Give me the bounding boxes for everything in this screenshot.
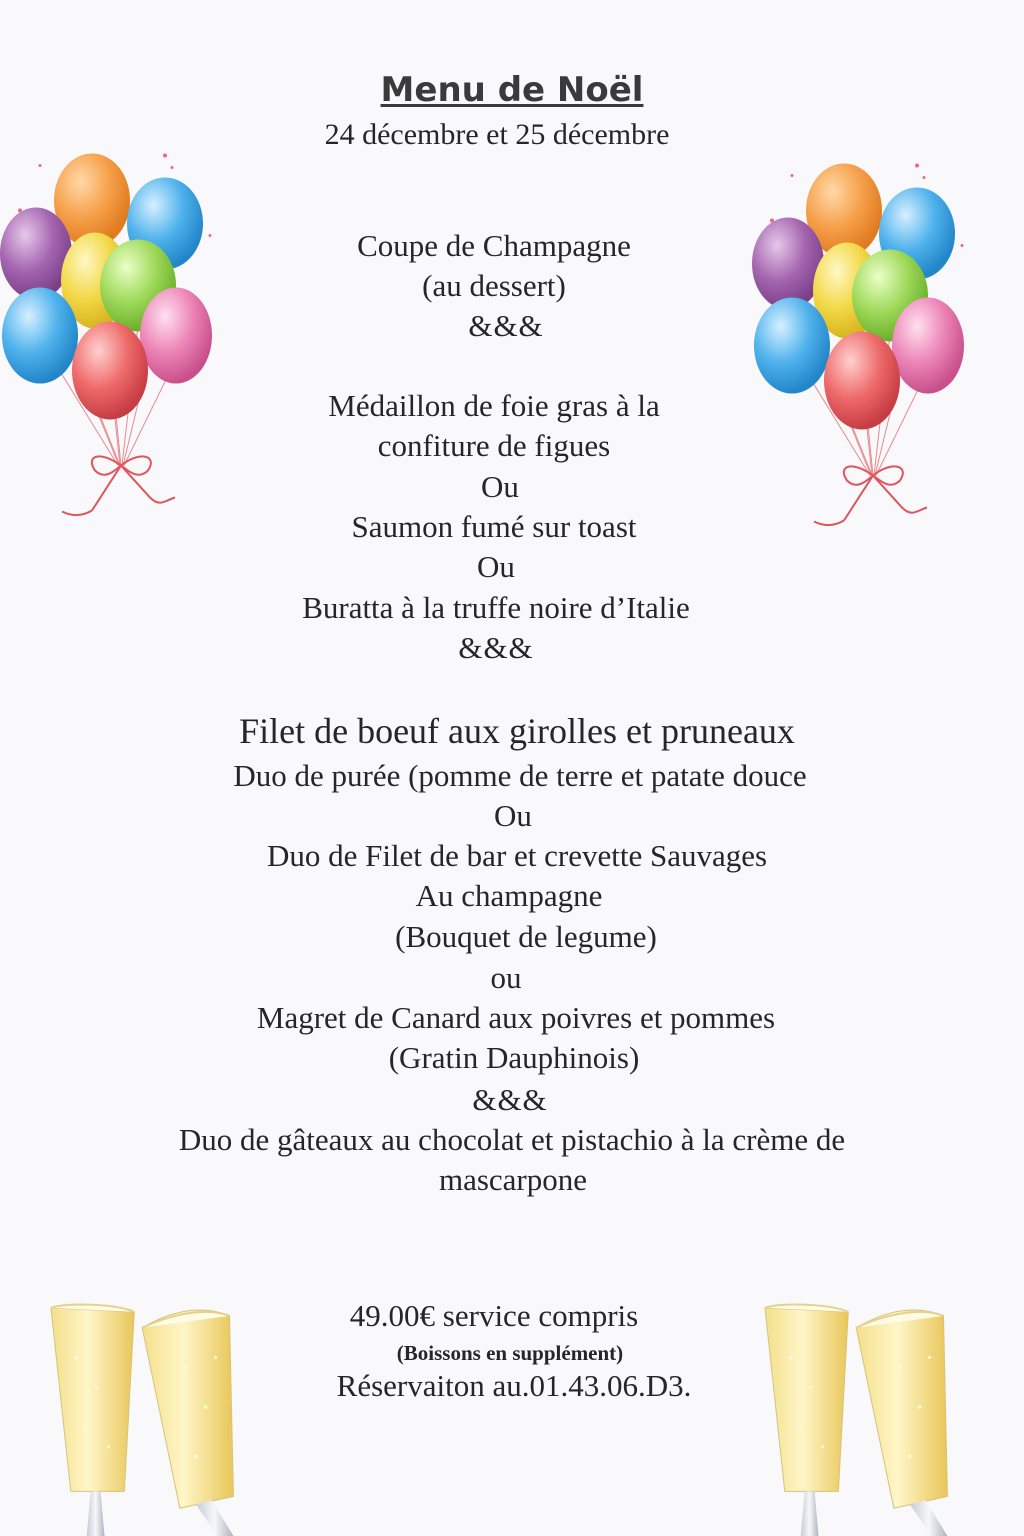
main-option-1-side: Duo de purée (pomme de terre et patate douce: [233, 758, 807, 793]
main-or-1: Ou: [494, 798, 532, 833]
dessert-line-2: mascarpone: [438, 1162, 588, 1197]
separator-2: &&&: [458, 630, 534, 665]
main-option-3-line-1: Magret de Canard aux poivres et pommes: [256, 1000, 776, 1035]
starter-option-2: Saumon fumé sur toast: [351, 509, 637, 544]
starter-option-1-line-1: Médaillon de foie gras à la: [328, 388, 660, 423]
main-option-2-line-1: Duo de Filet de bar et crevette Sauvages: [266, 838, 768, 873]
menu-title: Menu de Noël: [380, 70, 644, 110]
drinks-note: (Boissons en supplément): [396, 1341, 624, 1365]
main-option-1-title: Filet de boeuf aux girolles et pruneaux: [239, 711, 795, 751]
main-or-2: ou: [490, 960, 522, 995]
main-option-2-line-2: Au champagne: [415, 878, 603, 913]
aperitif-line-1: Coupe de Champagne: [357, 228, 631, 263]
reservation: Réservaiton au.01.43.06.D3.: [336, 1368, 692, 1403]
starter-or-1: Ou: [481, 469, 519, 504]
main-option-3-side: (Gratin Dauphinois): [388, 1040, 640, 1075]
separator-3: &&&: [472, 1082, 548, 1117]
separator-1: &&&: [468, 308, 544, 343]
starter-or-2: Ou: [477, 549, 515, 584]
main-option-2-side: (Bouquet de legume): [395, 919, 657, 954]
aperitif-line-2: (au dessert): [422, 268, 566, 303]
menu-dates: 24 décembre et 25 décembre: [324, 118, 670, 151]
price: 49.00€ service compris: [349, 1298, 639, 1333]
starter-option-1-line-2: confiture de figues: [377, 428, 611, 463]
dessert-line-1: Duo de gâteaux au chocolat et pistachio à la crème de: [178, 1122, 846, 1157]
starter-option-3: Buratta à la truffe noire d’Italie: [302, 590, 690, 625]
